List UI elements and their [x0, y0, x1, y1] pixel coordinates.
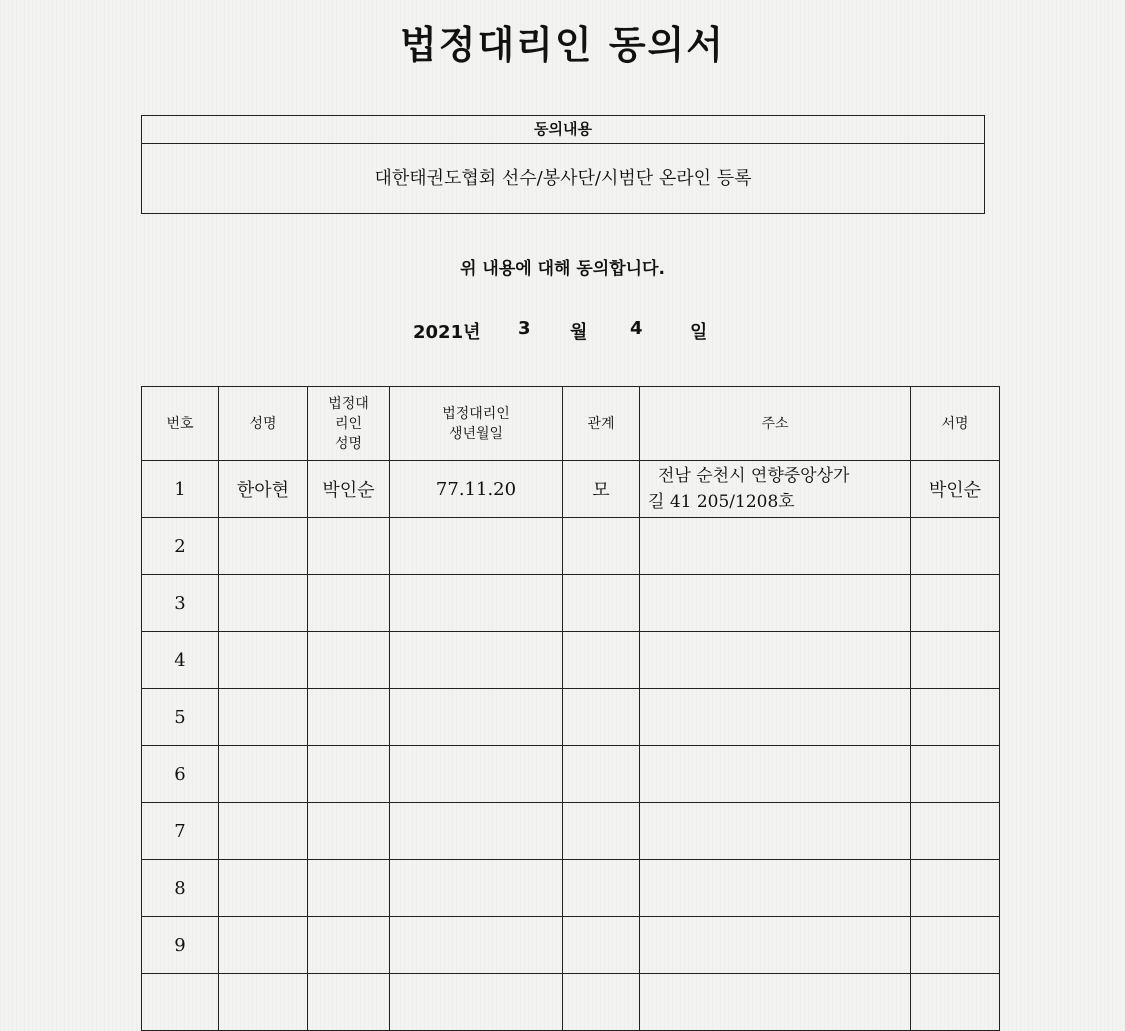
header-guardian-birth-line-1: 법정대리인 — [442, 405, 510, 422]
row-name — [219, 689, 308, 746]
row-signature — [911, 917, 1000, 974]
table-header-row — [142, 387, 1000, 461]
consent-header: 동의내용 — [142, 116, 984, 144]
row-name — [219, 518, 308, 575]
header-signature: 서명 — [911, 387, 1000, 461]
row-address — [640, 518, 911, 575]
row-relation — [563, 575, 640, 632]
row-address — [640, 917, 911, 974]
row-number — [142, 974, 219, 1031]
row-guardian-birth — [390, 518, 563, 575]
row-number: 6 — [142, 746, 219, 803]
header-guardian-birth-line-2: 생년월일 — [448, 425, 504, 442]
row-guardian-name — [308, 518, 390, 575]
header-name: 성명 — [219, 387, 308, 461]
row-signature — [911, 575, 1000, 632]
row-guardian-birth — [390, 974, 563, 1031]
row-relation: 모 — [563, 461, 640, 518]
row-name — [219, 746, 308, 803]
row-guardian-name: 박인순 — [308, 461, 390, 518]
table-row — [142, 632, 1000, 689]
agreement-statement: 위 내용에 대해 동의합니다. — [460, 259, 665, 279]
row-guardian-name — [308, 917, 390, 974]
table-row — [142, 974, 1000, 1031]
row-name: 한아현 — [219, 461, 308, 518]
row-number: 7 — [142, 803, 219, 860]
row-signature — [911, 632, 1000, 689]
row-guardian-birth — [390, 575, 563, 632]
row-guardian-name — [308, 860, 390, 917]
guardian-table — [141, 386, 1000, 1031]
row-guardian-birth — [390, 632, 563, 689]
row-guardian-name — [308, 575, 390, 632]
table-row — [142, 689, 1000, 746]
row-address-line-2: 길 41 205/1208호 — [648, 492, 795, 512]
row-guardian-name — [308, 746, 390, 803]
header-guardian-name — [308, 387, 390, 461]
row-address — [640, 575, 911, 632]
row-guardian-birth — [390, 803, 563, 860]
row-relation — [563, 632, 640, 689]
row-name — [219, 575, 308, 632]
row-guardian-birth — [390, 917, 563, 974]
table-row — [142, 917, 1000, 974]
table-row — [142, 518, 1000, 575]
table-row — [142, 575, 1000, 632]
row-address — [640, 974, 911, 1031]
row-address — [640, 461, 911, 518]
row-number: 8 — [142, 860, 219, 917]
row-number: 1 — [142, 461, 219, 518]
header-relation: 관계 — [563, 387, 640, 461]
row-guardian-name — [308, 632, 390, 689]
table-row — [142, 746, 1000, 803]
row-relation — [563, 746, 640, 803]
row-relation — [563, 803, 640, 860]
row-name — [219, 803, 308, 860]
date-day-value: 4 — [630, 318, 643, 339]
row-relation — [563, 917, 640, 974]
row-guardian-birth — [390, 860, 563, 917]
row-name — [219, 860, 308, 917]
row-address — [640, 860, 911, 917]
header-address: 주소 — [640, 387, 911, 461]
row-number: 4 — [142, 632, 219, 689]
header-guardian-name-line-3: 성명 — [334, 435, 363, 452]
row-guardian-name — [308, 689, 390, 746]
row-guardian-name — [308, 803, 390, 860]
row-number: 2 — [142, 518, 219, 575]
row-name — [219, 632, 308, 689]
row-signature: 박인순 — [911, 461, 1000, 518]
consent-box — [141, 115, 985, 214]
row-guardian-name — [308, 974, 390, 1031]
row-address — [640, 803, 911, 860]
row-number: 3 — [142, 575, 219, 632]
row-number: 9 — [142, 917, 219, 974]
row-address-line-1: 전남 순천시 연향중앙상가 — [658, 466, 850, 486]
row-signature — [911, 689, 1000, 746]
row-address — [640, 632, 911, 689]
row-relation — [563, 860, 640, 917]
table-row — [142, 461, 1000, 518]
row-name — [219, 917, 308, 974]
header-no: 번호 — [142, 387, 219, 461]
row-address — [640, 689, 911, 746]
consent-body: 대한태권도협회 선수/봉사단/시범단 온라인 등록 — [374, 168, 752, 189]
date-month-value: 3 — [518, 318, 531, 339]
row-relation — [563, 974, 640, 1031]
row-signature — [911, 974, 1000, 1031]
date-month-label: 월 — [570, 322, 588, 343]
row-relation — [563, 689, 640, 746]
row-guardian-birth — [390, 689, 563, 746]
row-guardian-birth: 77.11.20 — [390, 461, 563, 518]
row-name — [219, 974, 308, 1031]
document-title: 법정대리인 동의서 — [400, 23, 725, 67]
row-signature — [911, 860, 1000, 917]
date-day-label: 일 — [690, 322, 708, 343]
row-signature — [911, 518, 1000, 575]
row-signature — [911, 803, 1000, 860]
header-guardian-name-line-1: 법정대 — [328, 395, 369, 412]
row-relation — [563, 518, 640, 575]
header-guardian-name-line-2: 리인 — [334, 415, 363, 432]
row-address — [640, 746, 911, 803]
table-row — [142, 860, 1000, 917]
header-guardian-birth — [390, 387, 563, 461]
row-guardian-birth — [390, 746, 563, 803]
row-number: 5 — [142, 689, 219, 746]
table-row — [142, 803, 1000, 860]
row-signature — [911, 746, 1000, 803]
date-year: 2021년 — [413, 322, 481, 343]
